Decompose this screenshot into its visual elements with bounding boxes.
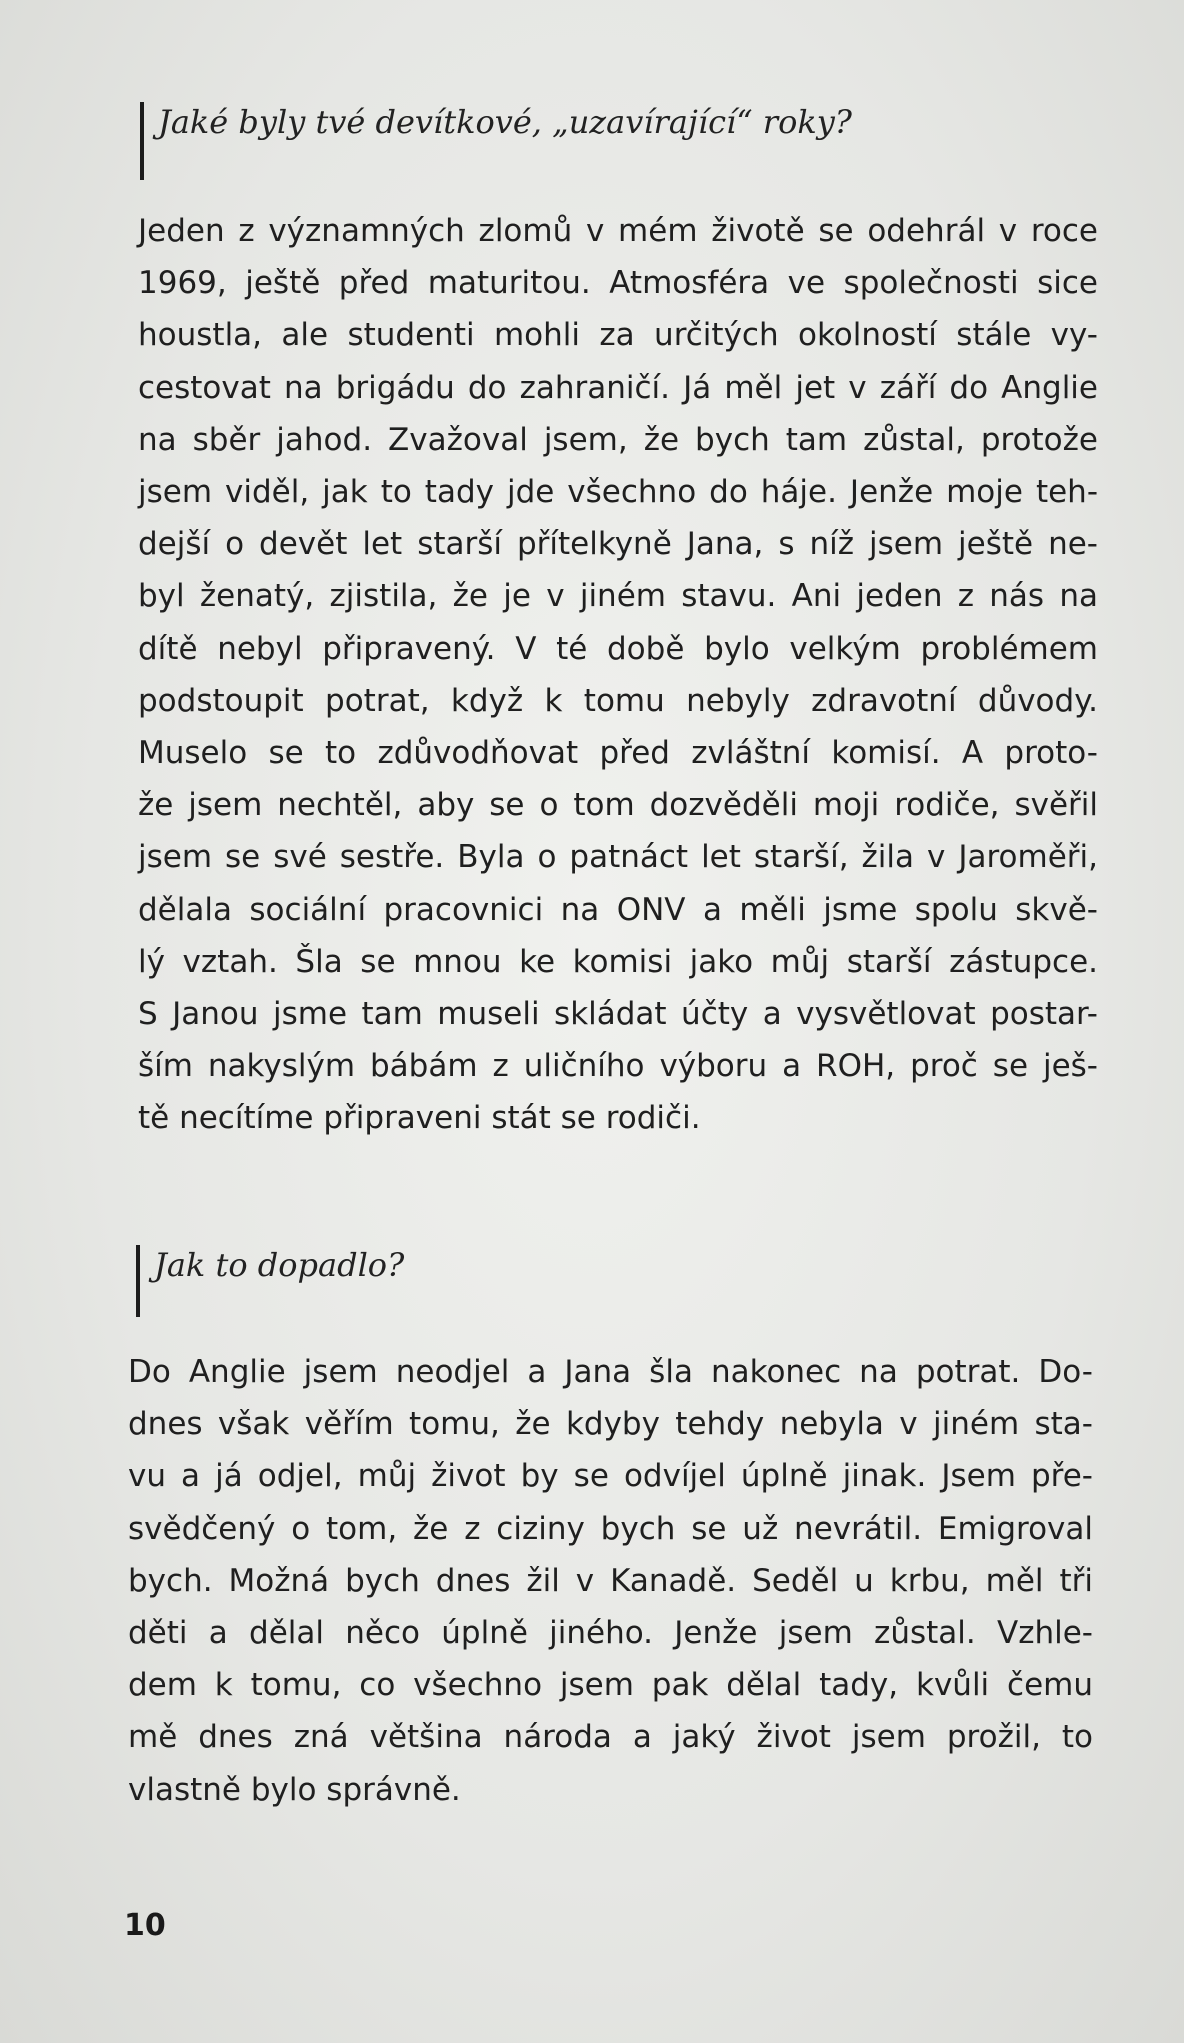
text-line: byl ženatý, zjistila, že je v jiném stavu. Ani jeden z nás na — [138, 578, 1098, 615]
answer-paragraph-2 — [128, 1346, 1093, 1816]
text-line: cestovat na brigádu do zahraničí. Já měl jet v září do Anglie — [138, 369, 1098, 406]
text-line: lý vztah. Šla se mnou ke komisi jako můj starší zástupce. — [138, 943, 1098, 980]
question-bar — [136, 1245, 140, 1317]
text-line: podstoupit potrat, když k tomu nebyly zdravotní důvody. — [138, 682, 1098, 719]
question-heading-1 — [140, 102, 852, 180]
text-line: dělala sociální pracovnici na ONV a měli jsme spolu skvě- — [138, 891, 1098, 928]
text-line: jsem viděl, jak to tady jde všechno do háje. Jenže moje teh- — [138, 474, 1098, 511]
text-line: jsem se své sestře. Byla o patnáct let starší, žila v Jaroměři, — [138, 839, 1098, 876]
text-line: Do Anglie jsem neodjel a Jana šla nakonec na potrat. Do- — [128, 1354, 1093, 1390]
text-line: dnes však věřím tomu, že kdyby tehdy nebyla v jiném sta- — [128, 1406, 1093, 1443]
question-text: Jak to dopadlo? — [154, 1246, 405, 1284]
text-line: dem k tomu, co všechno jsem pak dělal tady, kvůli čemu — [128, 1667, 1093, 1704]
text-line: dejší o devět let starší přítelkyně Jana, s níž jsem ještě ne- — [138, 526, 1098, 563]
text-line: vu a já odjel, můj život by se odvíjel úplně jinak. Jsem pře- — [128, 1458, 1093, 1495]
page-number: 10 — [124, 1908, 166, 1943]
text-line: Jeden z významných zlomů v mém životě se odehrál v roce — [138, 213, 1098, 249]
text-line: ším nakyslým bábám z uličního výboru a ROH, proč se ješ- — [138, 1048, 1098, 1085]
question-bar — [140, 102, 144, 180]
text-line: dítě nebyl připravený. V té době bylo velkým problémem — [138, 630, 1098, 667]
text-line: 1969, ještě před maturitou. Atmosféra ve společnosti sice — [138, 265, 1098, 302]
text-line: Muselo se to zdůvodňovat před zvláštní komisí. A proto- — [138, 735, 1098, 772]
answer-paragraph-1 — [138, 205, 1098, 1145]
text-line: houstla, ale studenti mohli za určitých okolností stále vy- — [138, 317, 1098, 354]
question-heading-2 — [136, 1245, 404, 1317]
text-line: bych. Možná bych dnes žil v Kanadě. Seděl u krbu, měl tři — [128, 1562, 1093, 1599]
text-line: svědčený o tom, že z ciziny bych se už nevrátil. Emigroval — [128, 1510, 1093, 1547]
text-line: mě dnes zná většina národa a jaký život jsem prožil, to — [128, 1719, 1093, 1756]
text-line: děti a dělal něco úplně jiného. Jenže jsem zůstal. Vzhle- — [128, 1615, 1093, 1652]
text-line: tě necítíme připraveni stát se rodiči. — [138, 1100, 701, 1137]
text-line: že jsem nechtěl, aby se o tom dozvěděli moji rodiče, svěřil — [138, 787, 1098, 824]
text-line: na sběr jahod. Zvažoval jsem, že bych tam zůstal, protože — [138, 421, 1098, 458]
question-text: Jaké byly tvé devítkové, „uzavírající“ roky? — [158, 103, 852, 141]
text-line: vlastně bylo správně. — [128, 1771, 461, 1808]
text-line: S Janou jsme tam museli skládat účty a vysvětlovat postar- — [138, 996, 1098, 1033]
